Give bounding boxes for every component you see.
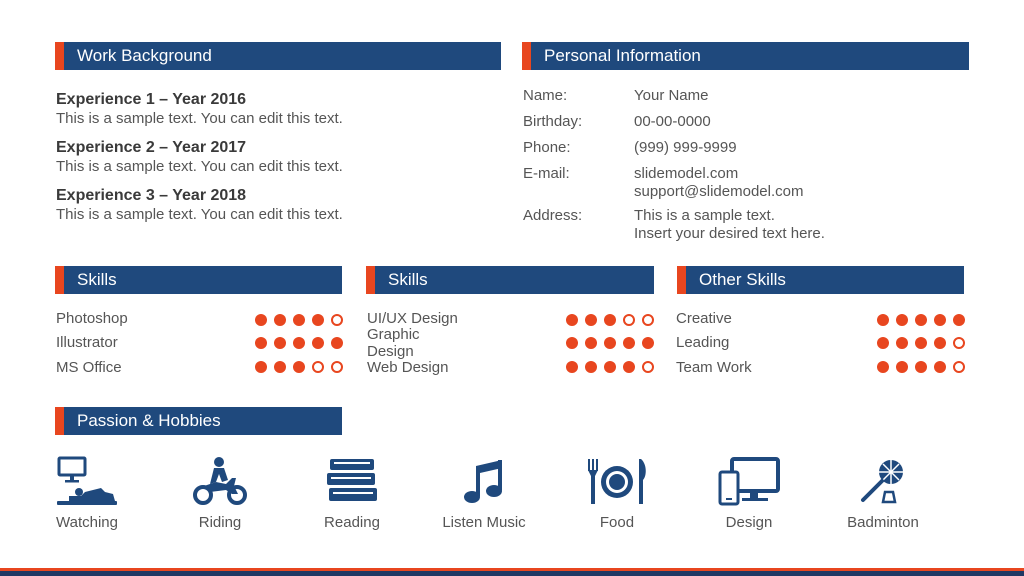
skill-name: Graphic	[367, 326, 420, 343]
rating-dot-filled	[312, 314, 324, 326]
rating-dot-filled	[331, 337, 343, 349]
rating-dot-filled	[877, 361, 889, 373]
rating-dot-filled	[274, 361, 286, 373]
rating-dot-filled	[877, 314, 889, 326]
rating-dot-filled	[293, 337, 305, 349]
skills-header: Skills	[55, 266, 342, 294]
rating-dot-filled	[274, 337, 286, 349]
hobby-label: Watching	[56, 514, 118, 531]
skill-rating	[877, 361, 965, 373]
skill-name: Illustrator	[56, 334, 118, 351]
hobby-reading	[292, 456, 412, 532]
hobbies-header: Passion & Hobbies	[55, 407, 342, 435]
rating-dot-empty	[331, 314, 343, 326]
skill-rating	[255, 337, 343, 349]
hobby-label: Badminton	[847, 514, 919, 531]
skill-name: Leading	[676, 334, 730, 351]
rating-dot-filled	[953, 314, 965, 326]
email-label: E-mail:	[523, 165, 570, 182]
rating-dot-filled	[915, 314, 927, 326]
rating-dot-filled	[293, 314, 305, 326]
skill-rating	[255, 314, 343, 326]
rating-dot-filled	[312, 337, 324, 349]
hobby-design	[689, 456, 809, 532]
email-value-1: slidemodel.com	[634, 165, 739, 182]
hobby-music	[424, 456, 544, 532]
rating-dot-filled	[255, 337, 267, 349]
footer-bar	[0, 571, 1024, 576]
experience-text: This is a sample text. You can edit this text.	[56, 158, 343, 175]
work-background-header: Work Background	[55, 42, 501, 70]
rating-dot-empty	[331, 361, 343, 373]
rating-dot-filled	[623, 361, 635, 373]
experience-text: This is a sample text. You can edit this text.	[56, 110, 343, 127]
skill-rating	[566, 314, 654, 326]
skill-rating	[877, 314, 965, 326]
personal-information-header: Personal Information	[522, 42, 969, 70]
experience-item	[56, 186, 496, 224]
experience-heading: Experience 3 – Year 2018	[56, 187, 247, 204]
rating-dot-filled	[566, 361, 578, 373]
rating-dot-filled	[877, 337, 889, 349]
motorbike-icon	[192, 456, 248, 508]
rating-dot-filled	[896, 361, 908, 373]
phone-label: Phone:	[523, 139, 571, 156]
rating-dot-empty	[642, 361, 654, 373]
skills-header: Skills	[366, 266, 654, 294]
skill-rating	[255, 361, 343, 373]
rating-dot-filled	[604, 337, 616, 349]
skill-name: Creative	[676, 310, 732, 327]
skill-rating	[877, 337, 965, 349]
hobby-badminton	[823, 456, 943, 532]
rating-dot-filled	[274, 314, 286, 326]
rating-dot-filled	[896, 337, 908, 349]
hobby-riding	[160, 456, 280, 532]
rating-dot-empty	[642, 314, 654, 326]
birthday-value: 00-00-0000	[634, 113, 711, 130]
rating-dot-filled	[934, 337, 946, 349]
rating-dot-filled	[934, 314, 946, 326]
experience-item	[56, 138, 496, 176]
skill-name: Web Design	[367, 359, 449, 376]
watching-icon	[55, 456, 119, 508]
skill-rating	[566, 337, 654, 349]
email-value-2: support@slidemodel.com	[634, 183, 804, 200]
rating-dot-empty	[953, 361, 965, 373]
rating-dot-filled	[915, 361, 927, 373]
experience-heading: Experience 2 – Year 2017	[56, 139, 247, 156]
experience-heading: Experience 1 – Year 2016	[56, 91, 247, 108]
rating-dot-filled	[604, 361, 616, 373]
hobby-label: Food	[599, 514, 635, 531]
experience-text: This is a sample text. You can edit this text.	[56, 206, 343, 223]
badminton-icon	[855, 456, 911, 508]
hobby-label: Reading	[324, 514, 380, 531]
rating-dot-empty	[953, 337, 965, 349]
rating-dot-filled	[604, 314, 616, 326]
rating-dot-filled	[585, 314, 597, 326]
hobby-label: Design	[725, 514, 773, 531]
skill-name: MS Office	[56, 359, 122, 376]
rating-dot-filled	[566, 337, 578, 349]
plate-cutlery-icon	[585, 456, 649, 508]
skill-name: Photoshop	[56, 310, 128, 327]
rating-dot-filled	[585, 337, 597, 349]
devices-icon	[716, 456, 782, 508]
skill-rating	[566, 361, 654, 373]
hobby-label: Listen Music	[442, 514, 526, 531]
phone-value: (999) 999-9999	[634, 139, 737, 156]
hobby-label: Riding	[198, 514, 242, 531]
rating-dot-filled	[585, 361, 597, 373]
books-icon	[324, 456, 380, 508]
other-skills-header: Other Skills	[677, 266, 964, 294]
rating-dot-filled	[293, 361, 305, 373]
hobby-food	[557, 456, 677, 532]
birthday-label: Birthday:	[523, 113, 583, 130]
name-label: Name:	[523, 87, 568, 104]
skill-name: Team Work	[676, 359, 752, 376]
rating-dot-empty	[312, 361, 324, 373]
address-value-2: Insert your desired text here.	[634, 225, 825, 242]
name-value: Your Name	[634, 87, 709, 104]
rating-dot-filled	[915, 337, 927, 349]
rating-dot-empty	[623, 314, 635, 326]
rating-dot-filled	[934, 361, 946, 373]
experience-item	[56, 90, 496, 128]
skill-name: Design	[367, 343, 414, 360]
skill-name: UI/UX Design	[367, 310, 458, 327]
music-note-icon	[456, 456, 512, 508]
address-value-1: This is a sample text.	[634, 207, 775, 224]
rating-dot-filled	[642, 337, 654, 349]
rating-dot-filled	[255, 361, 267, 373]
rating-dot-filled	[623, 337, 635, 349]
rating-dot-filled	[255, 314, 267, 326]
address-label: Address:	[523, 207, 583, 224]
hobby-watching	[27, 456, 147, 532]
rating-dot-filled	[896, 314, 908, 326]
rating-dot-filled	[566, 314, 578, 326]
